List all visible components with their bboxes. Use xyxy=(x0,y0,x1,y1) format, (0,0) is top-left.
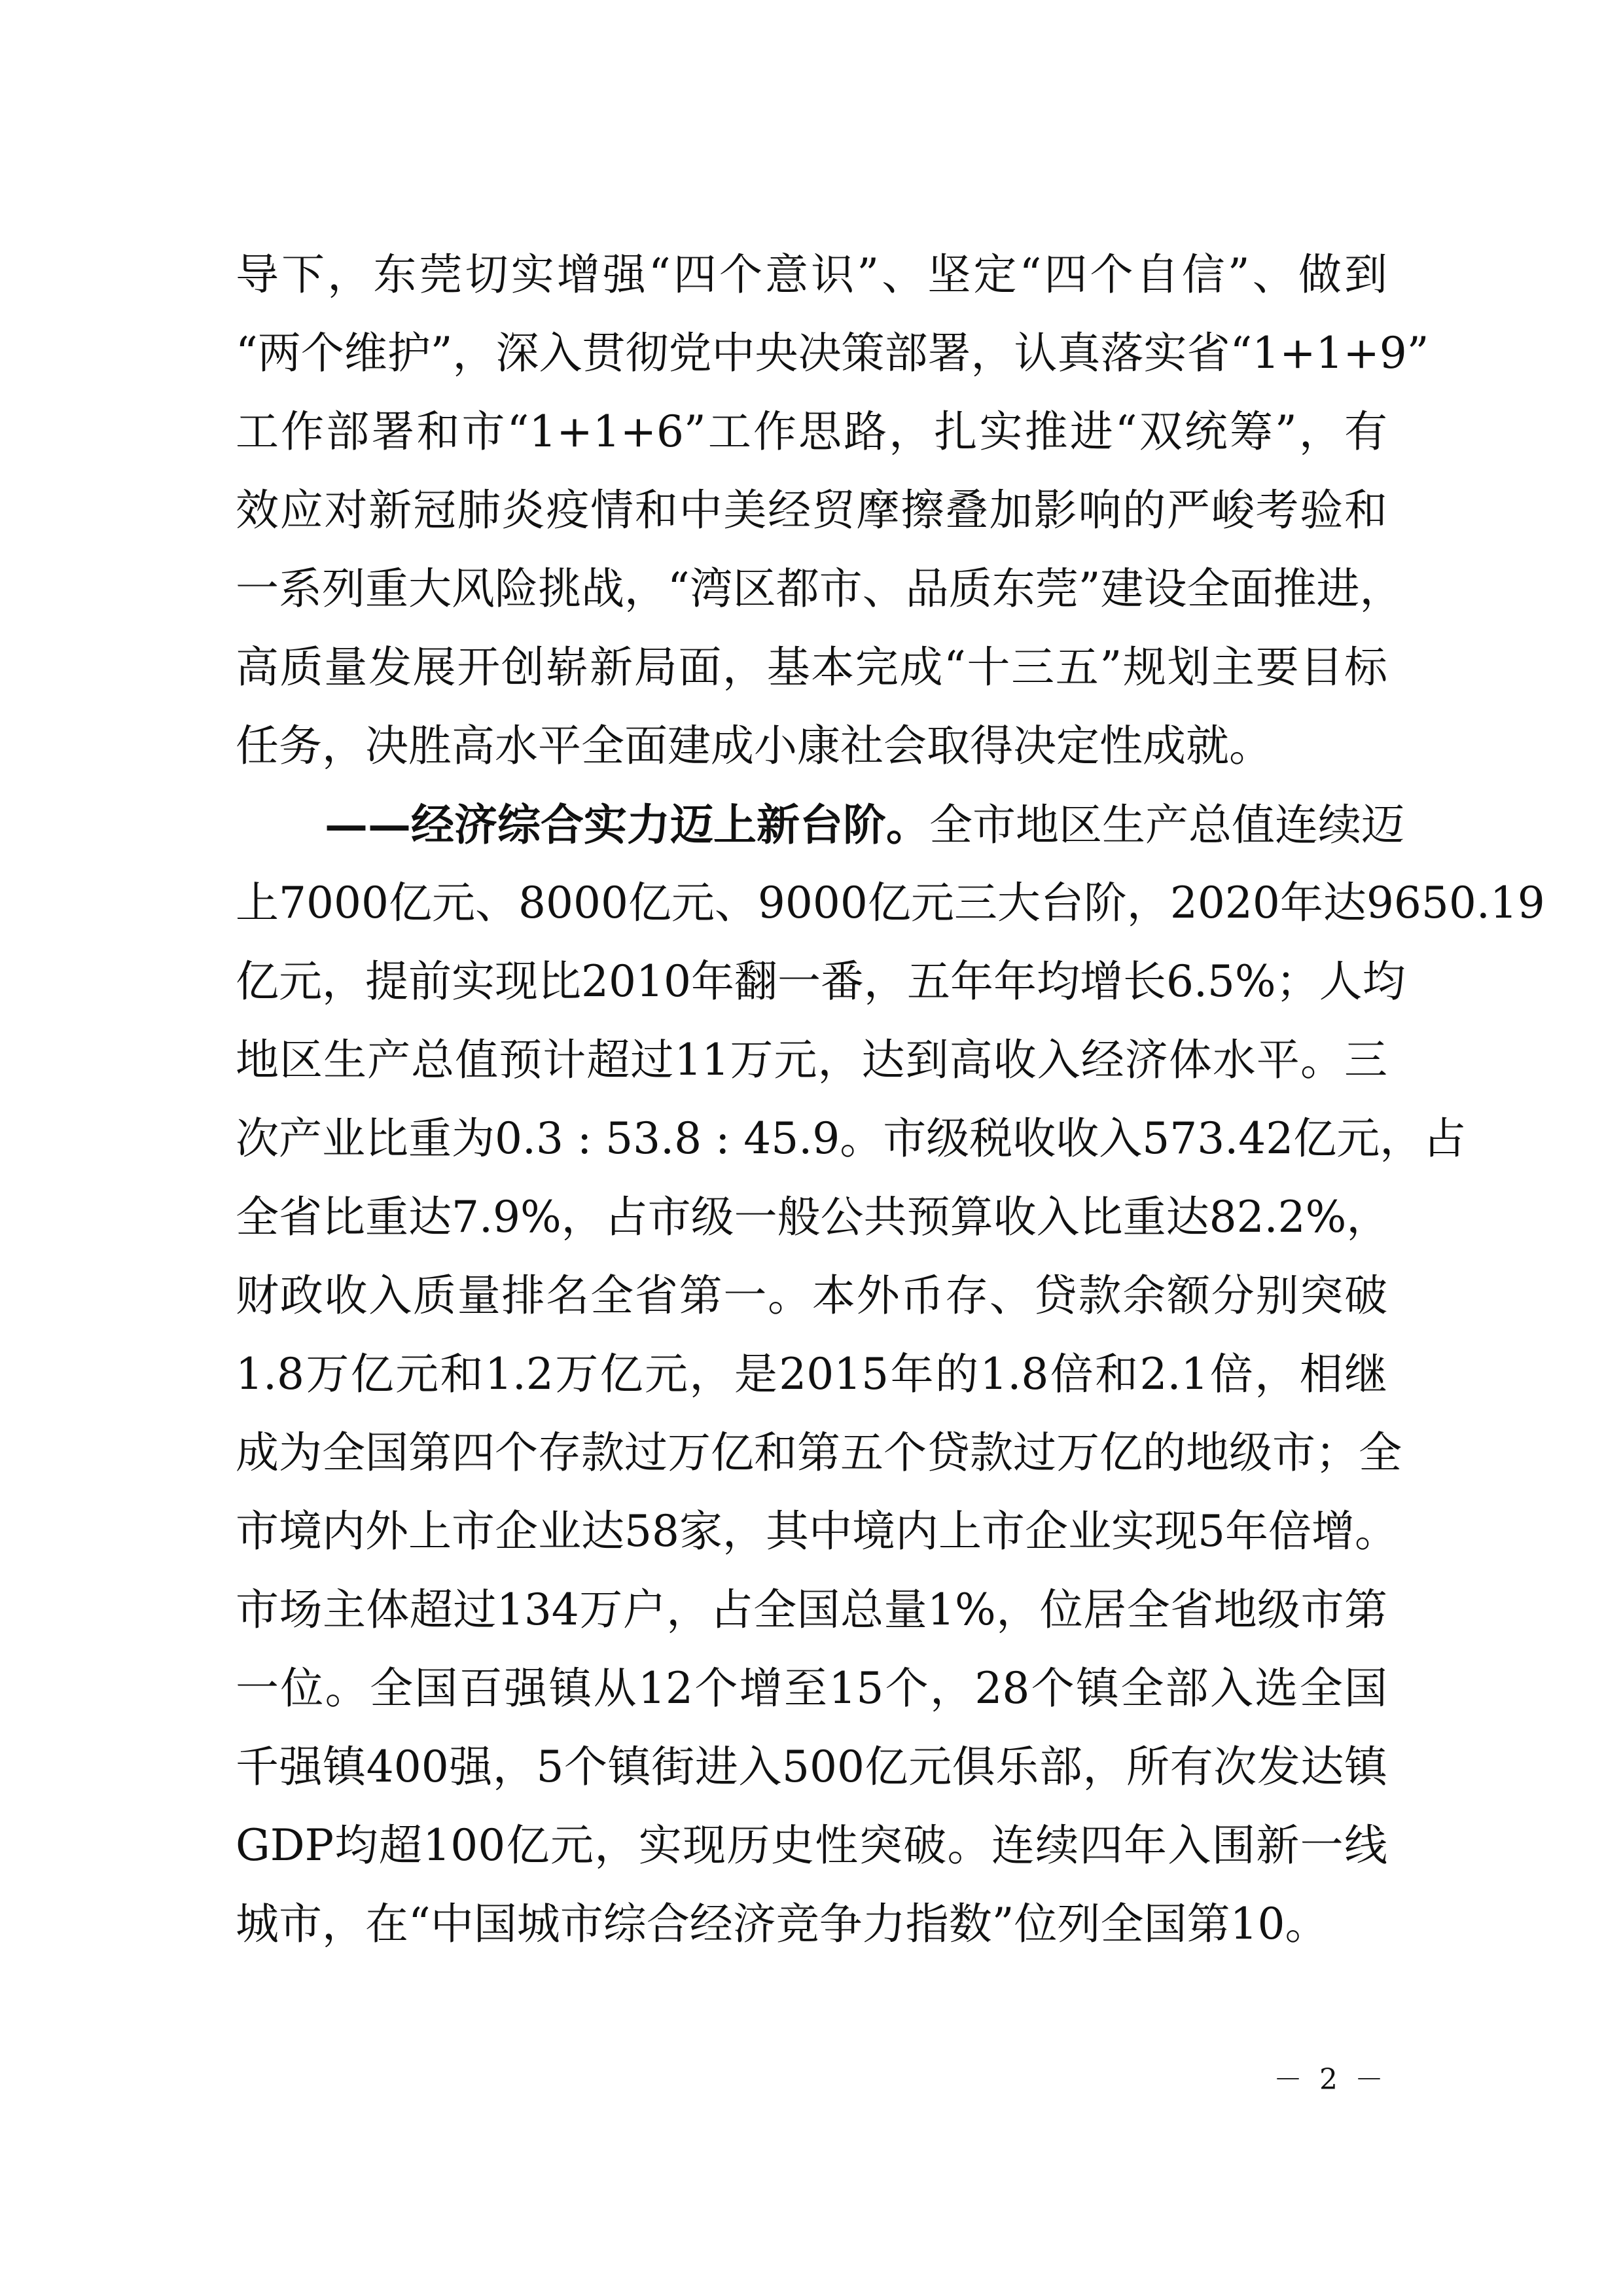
paragraph-line: 效应对新冠肺炎疫情和中美经贸摩擦叠加影响的严峻考验和 xyxy=(236,485,1387,535)
paragraph-line: 亿元，提前实现比2010年翻一番，五年年均增长6.5%；人均 xyxy=(236,956,1406,1007)
page-number: － 2 － xyxy=(1274,2063,1387,2096)
paragraph-line: 城市，在“中国城市综合经济竞争力指数”位列全国第10。 xyxy=(236,1899,1329,1949)
paragraph-line: 市场主体超过134万户，占全国总量1%，位居全省地级市第 xyxy=(236,1585,1387,1635)
heading-continuation: 全市地区生产总值连续迈 xyxy=(929,800,1404,850)
paragraph-line: 成为全国第四个存款过万亿和第五个贷款过万亿的地级市；全 xyxy=(236,1427,1402,1478)
paragraph-line: 次产业比重为0.3 : 53.8 : 45.9。市级税收收入573.42亿元，占 xyxy=(236,1113,1467,1164)
paragraph-line: 全省比重达7.9%，占市级一般公共预算收入比重达82.2%， xyxy=(236,1192,1390,1242)
paragraph-line: 地区生产总值预计超过11万元，达到高收入经济体水平。三 xyxy=(236,1035,1387,1085)
paragraph-line: 工作部署和市“1+1+6”工作思路，扎实推进“双统筹”，有 xyxy=(236,406,1387,457)
section-heading-line xyxy=(325,792,1404,857)
paragraph-line: 财政收入质量排名全省第一。本外币存、贷款余额分别突破 xyxy=(236,1270,1387,1321)
section-heading: ——经济综合实力迈上新台阶。 xyxy=(325,799,929,850)
paragraph-line: 导下，东莞切实增强“四个意识”、坚定“四个自信”、做到 xyxy=(236,249,1387,300)
paragraph-line: 一系列重大风险挑战，“湾区都市、品质东莞”建设全面推进， xyxy=(236,564,1403,614)
paragraph-line: 一位。全国百强镇从12个增至15个，28个镇全部入选全国 xyxy=(236,1663,1387,1713)
paragraph-line: GDP均超100亿元，实现历史性突破。连续四年入围新一线 xyxy=(236,1820,1387,1871)
paragraph-line: 高质量发展开创崭新局面，基本完成“十三五”规划主要目标 xyxy=(236,642,1387,692)
paragraph-line: 上7000亿元、8000亿元、9000亿元三大台阶，2020年达9650.19 xyxy=(236,878,1545,928)
paragraph-line: “两个维护”，深入贯彻党中央决策部署，认真落实省“1+1+9” xyxy=(236,328,1429,378)
paragraph-line: 1.8万亿元和1.2万亿元，是2015年的1.8倍和2.1倍，相继 xyxy=(236,1349,1387,1399)
paragraph-line: 任务，决胜高水平全面建成小康社会取得决定性成就。 xyxy=(236,721,1272,771)
paragraph-line: 千强镇400强，5个镇街进入500亿元俱乐部，所有次发达镇 xyxy=(236,1742,1387,1792)
paragraph-line: 市境内外上市企业达58家，其中境内上市企业实现5年倍增。 xyxy=(236,1506,1398,1556)
